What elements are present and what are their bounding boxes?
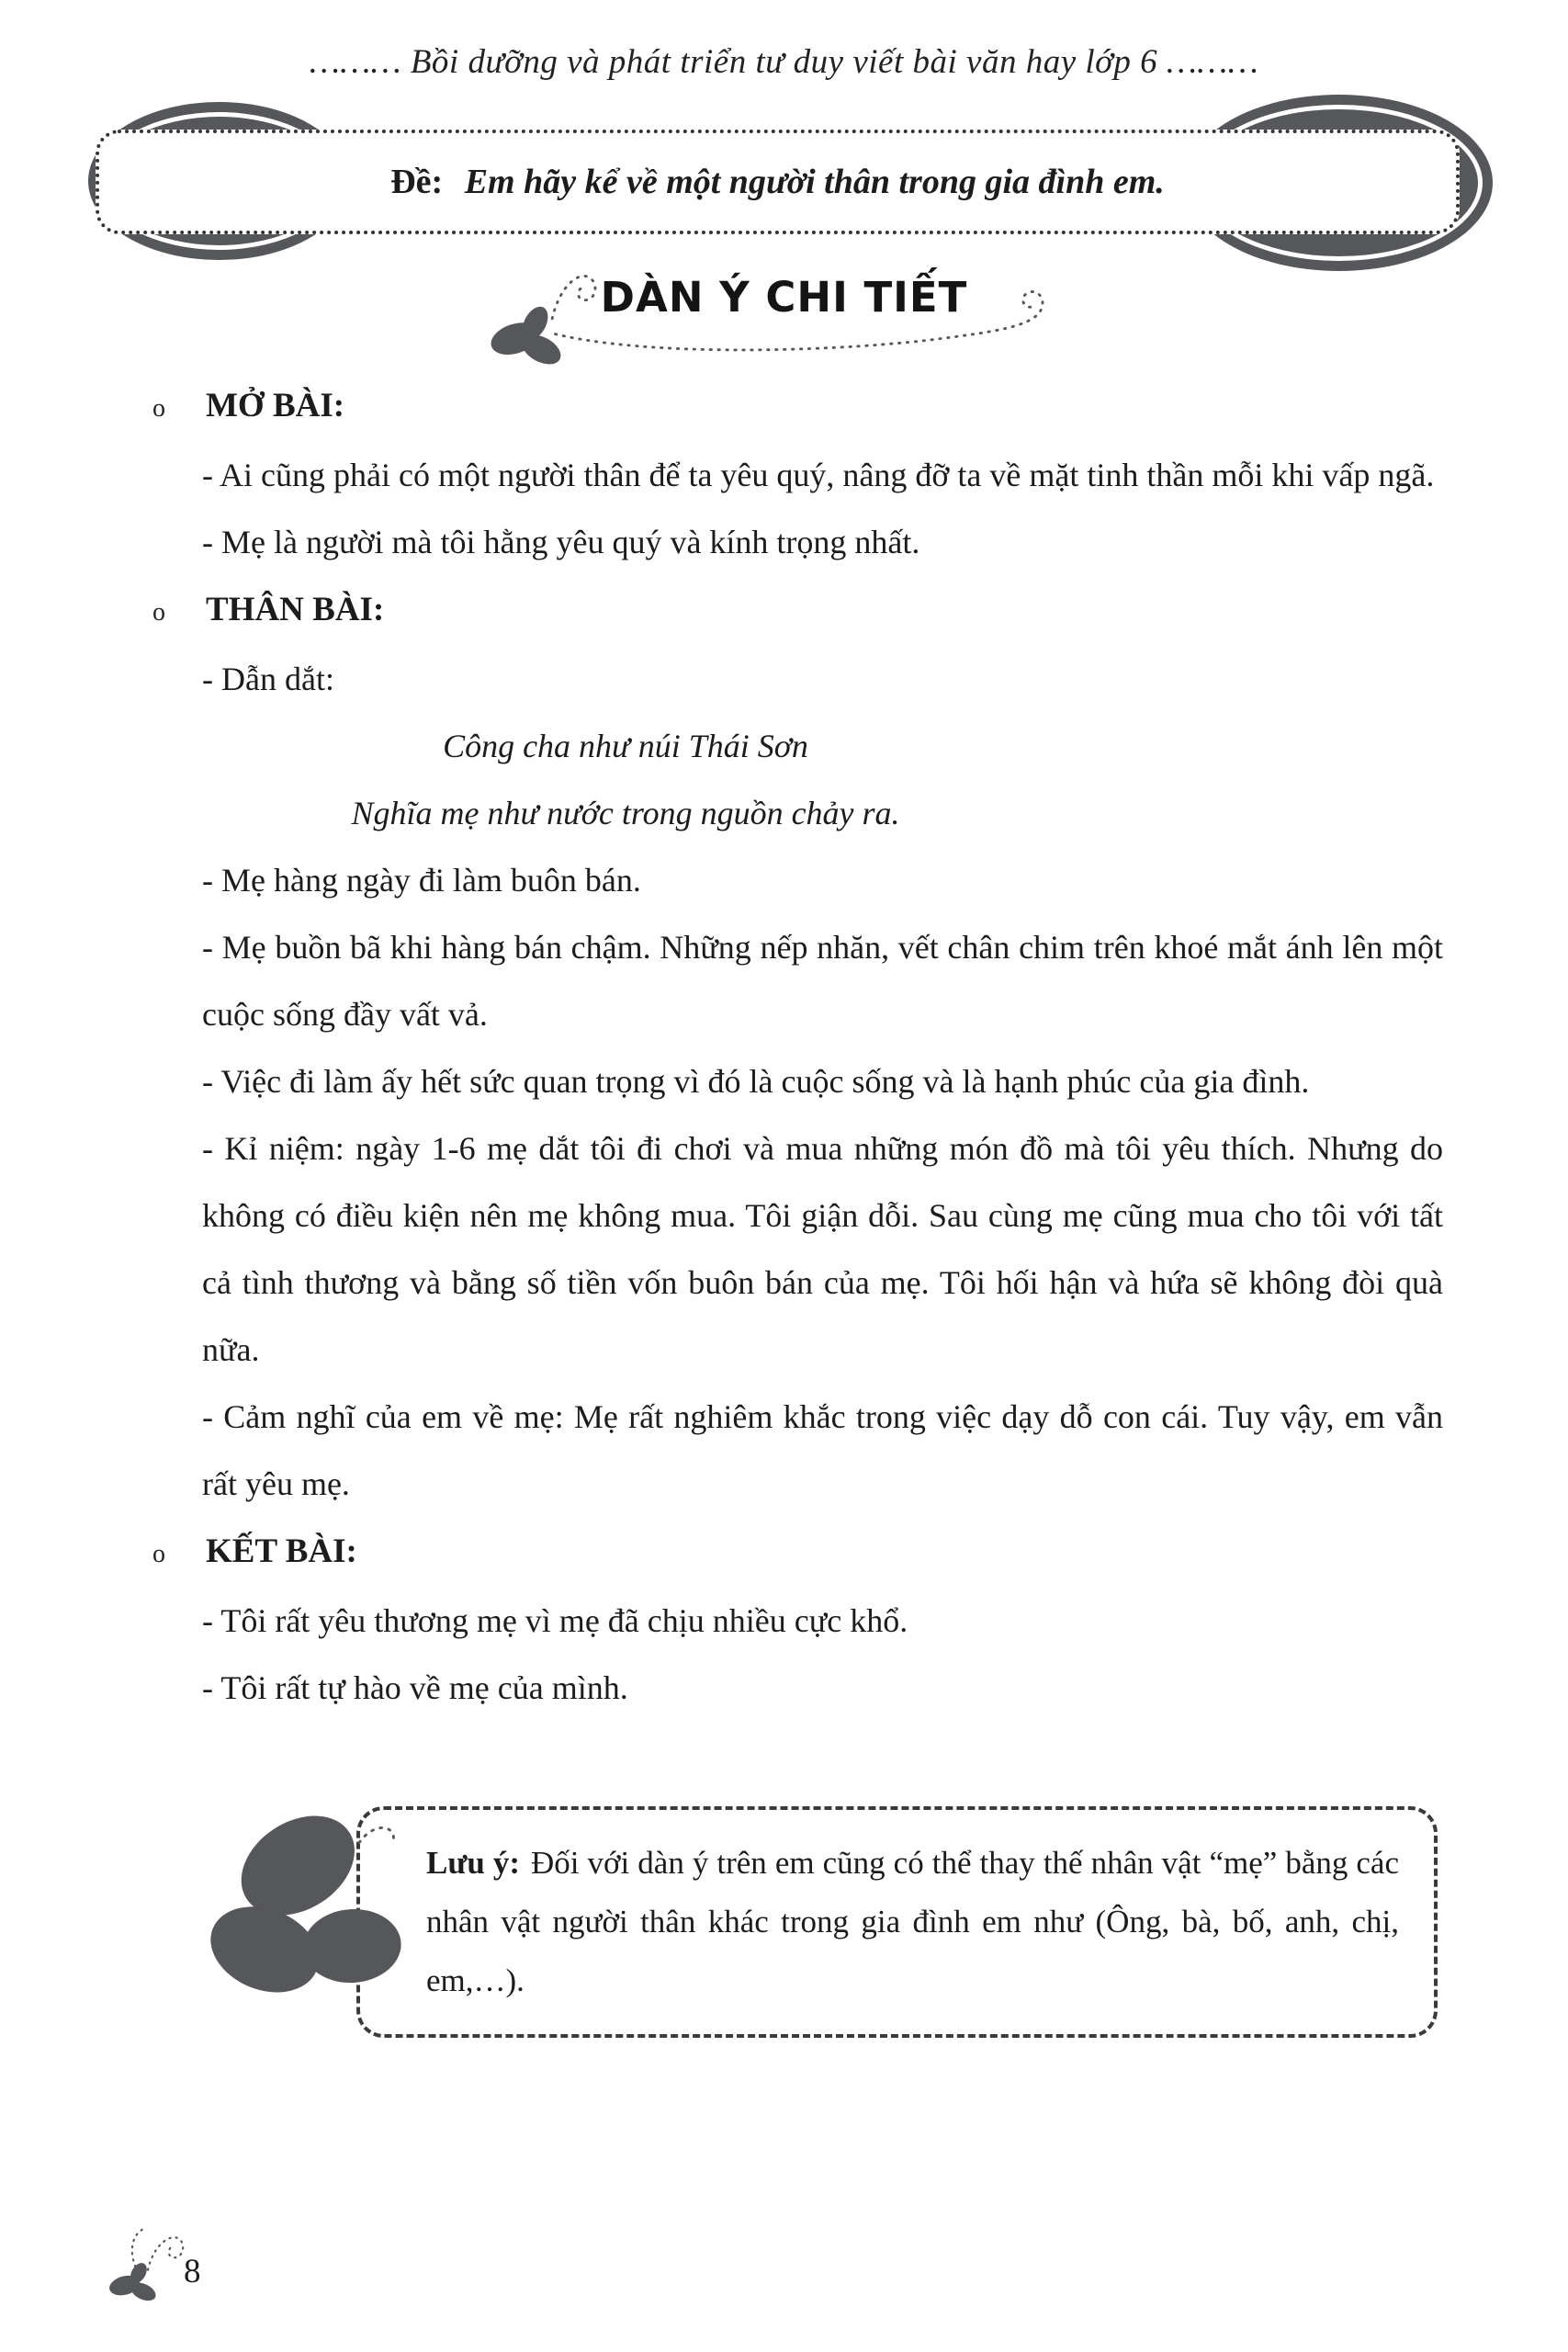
prompt-panel bbox=[96, 130, 1460, 234]
outline-paragraph: - Dẫn dắt: bbox=[202, 661, 334, 697]
outline-paragraph: - Ai cũng phải có một người thân để ta yêu quý, nâng đỡ ta về mặt tinh thần mỗi khi vấp ngã. bbox=[202, 457, 1435, 493]
note-box bbox=[356, 1806, 1438, 2038]
outline-content bbox=[0, 367, 1568, 1722]
outline-paragraph: - Mẹ là người mà tôi hằng yêu quý và kính trọng nhất. bbox=[202, 524, 920, 560]
prompt-sentence: Em hãy kể về một người thân trong gia đình em. bbox=[464, 163, 1165, 201]
section-heading-than-bai bbox=[125, 576, 1443, 646]
page-footer bbox=[103, 2214, 201, 2302]
section-heading-ket-bai bbox=[125, 1518, 1443, 1588]
essay-prompt-box bbox=[96, 130, 1460, 234]
running-head bbox=[0, 0, 1568, 82]
note-panel bbox=[356, 1806, 1438, 2038]
running-head-title: ……… Bồi dưỡng và phát triển tư duy viết bài văn hay lớp 6 ……… bbox=[309, 43, 1259, 81]
note-line bbox=[426, 1834, 1399, 2010]
prompt-label: Đề: bbox=[390, 163, 444, 201]
outline-paragraph: - Kỉ niệm: ngày 1-6 mẹ dắt tôi đi chơi và mua những món đồ mà tôi yêu thích. Nhưng do không có điều kiện nên mẹ không mua. Tôi giận dỗi. Sau cùng mẹ cũng mua cho tôi với tất cả tình thương và bằng số tiền vốn buôn bán của mẹ. Tôi hối hận và hứa sẽ không đòi quà nữa. bbox=[202, 1130, 1443, 1368]
flower-icon bbox=[195, 1797, 413, 2025]
outline-title-block bbox=[426, 258, 1143, 367]
verse-line: Nghĩa mẹ như nước trong nguồn chảy ra. bbox=[351, 795, 900, 831]
outline-paragraph: - Tôi rất tự hào về mẹ của mình. bbox=[202, 1669, 628, 1706]
section-title: KẾT BÀI: bbox=[206, 1532, 357, 1570]
note-text: Đối với dàn ý trên em cũng có thể thay thế nhân vật “mẹ” bằng các nhân vật người thân khác trong gia đình em như (Ông, bà, bố, anh, chị, em,…). bbox=[426, 1845, 1399, 1998]
section-title: THÂN BÀI: bbox=[206, 591, 385, 628]
outline-paragraph: - Mẹ hàng ngày đi làm buôn bán. bbox=[202, 862, 641, 899]
outline-title: DÀN Ý CHI TIẾT bbox=[600, 273, 968, 322]
section-title: MỞ BÀI: bbox=[206, 387, 345, 424]
bullet-icon: o bbox=[152, 598, 165, 627]
prompt-line bbox=[390, 162, 1165, 202]
bullet-icon: o bbox=[152, 1540, 165, 1568]
verse-line: Công cha như núi Thái Sơn bbox=[443, 728, 808, 764]
outline-paragraph: - Mẹ buồn bã khi hàng bán chậm. Những nếp nhăn, vết chân chim trên khoé mắt ánh lên một cuộc sống đầy vất vả. bbox=[202, 929, 1443, 1033]
note-label: Lưu ý: bbox=[426, 1845, 520, 1881]
bullet-icon: o bbox=[152, 394, 165, 423]
outline-paragraph: - Cảm nghĩ của em về mẹ: Mẹ rất nghiêm khắc trong việc dạy dỗ con cái. Tuy vậy, em vẫn rất yêu mẹ. bbox=[202, 1398, 1443, 1502]
outline-paragraph: - Việc đi làm ấy hết sức quan trọng vì đó là cuộc sống và là hạnh phúc của gia đình. bbox=[202, 1063, 1310, 1100]
outline-paragraph: - Tôi rất yêu thương mẹ vì mẹ đã chịu nhiều cực khổ. bbox=[202, 1602, 908, 1639]
page-number: 8 bbox=[184, 2253, 201, 2290]
section-heading-mo-bai bbox=[125, 372, 1443, 442]
